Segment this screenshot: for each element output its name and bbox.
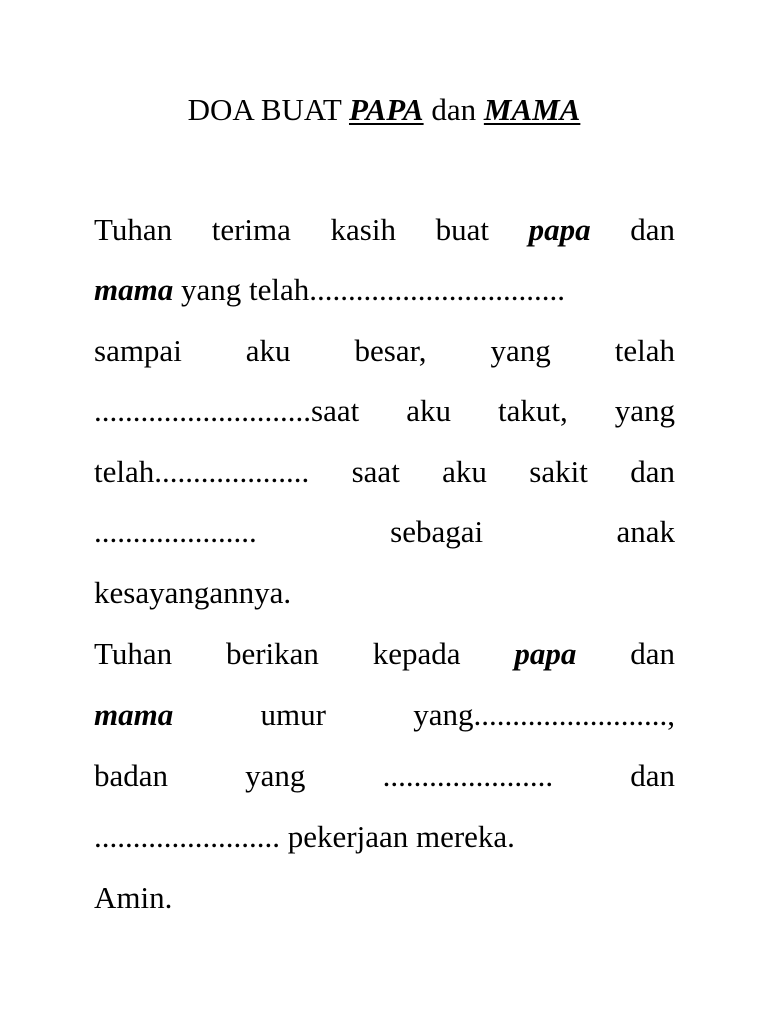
title-mama: MAMA <box>483 92 581 127</box>
word-papa: papa <box>528 212 591 247</box>
word-blank: ..................... <box>94 514 257 549</box>
word: kasih <box>330 212 396 247</box>
word: aku <box>406 393 451 428</box>
word: takut, <box>497 393 568 428</box>
word: yang <box>180 272 242 307</box>
word-blank: ...................... <box>382 758 554 793</box>
word-blank: ............................saat <box>94 393 360 428</box>
word: yang <box>490 333 551 368</box>
word: ........................ pekerjaan mereka. <box>94 819 515 854</box>
word: dan <box>630 454 675 489</box>
paragraph1-line2 <box>94 268 675 312</box>
word: dan <box>630 212 675 247</box>
title-papa: PAPA <box>348 92 424 127</box>
paragraph2-line3 <box>94 754 675 798</box>
paragraph2-line2 <box>94 693 675 737</box>
page-title <box>0 88 768 132</box>
paragraph2-line5 <box>94 876 675 920</box>
word-mama: mama <box>94 697 174 732</box>
word: terima <box>211 212 291 247</box>
word: sebagai <box>390 514 484 549</box>
word: umur <box>260 697 326 732</box>
word: besar, <box>354 333 427 368</box>
word: anak <box>616 514 675 549</box>
paragraph1-line4 <box>94 389 675 433</box>
title-dan: dan <box>431 92 477 127</box>
word: sakit <box>529 454 588 489</box>
word: badan <box>94 758 169 793</box>
word-blank: yang........................., <box>413 697 675 732</box>
word: aku <box>245 333 291 368</box>
word: Tuhan <box>94 636 173 671</box>
word: dan <box>630 758 675 793</box>
word: dan <box>630 636 675 671</box>
title-text: DOA BUAT <box>187 92 342 127</box>
word: yang <box>614 393 675 428</box>
paragraph1-line6 <box>94 510 675 554</box>
paragraph1-line1 <box>94 208 675 252</box>
word-mama: mama <box>94 272 174 307</box>
paragraph1-line7 <box>94 571 675 615</box>
word: sampai <box>94 333 182 368</box>
word: berikan <box>225 636 319 671</box>
word-amin: Amin. <box>94 880 173 915</box>
word: kepada <box>372 636 461 671</box>
word: kesayangannya. <box>94 575 292 610</box>
paragraph2-line1 <box>94 632 675 676</box>
word: Tuhan <box>94 212 173 247</box>
word: aku <box>442 454 487 489</box>
word: yang <box>245 758 306 793</box>
paragraph2-line4 <box>94 815 675 859</box>
word-papa: papa <box>514 636 577 671</box>
word: telah <box>614 333 675 368</box>
paragraph1-line3 <box>94 329 675 373</box>
word-blank: telah................................. <box>249 272 565 307</box>
word-blank: telah.................... <box>94 454 310 489</box>
word: saat <box>351 454 400 489</box>
word: buat <box>435 212 489 247</box>
paragraph1-line5 <box>94 450 675 494</box>
